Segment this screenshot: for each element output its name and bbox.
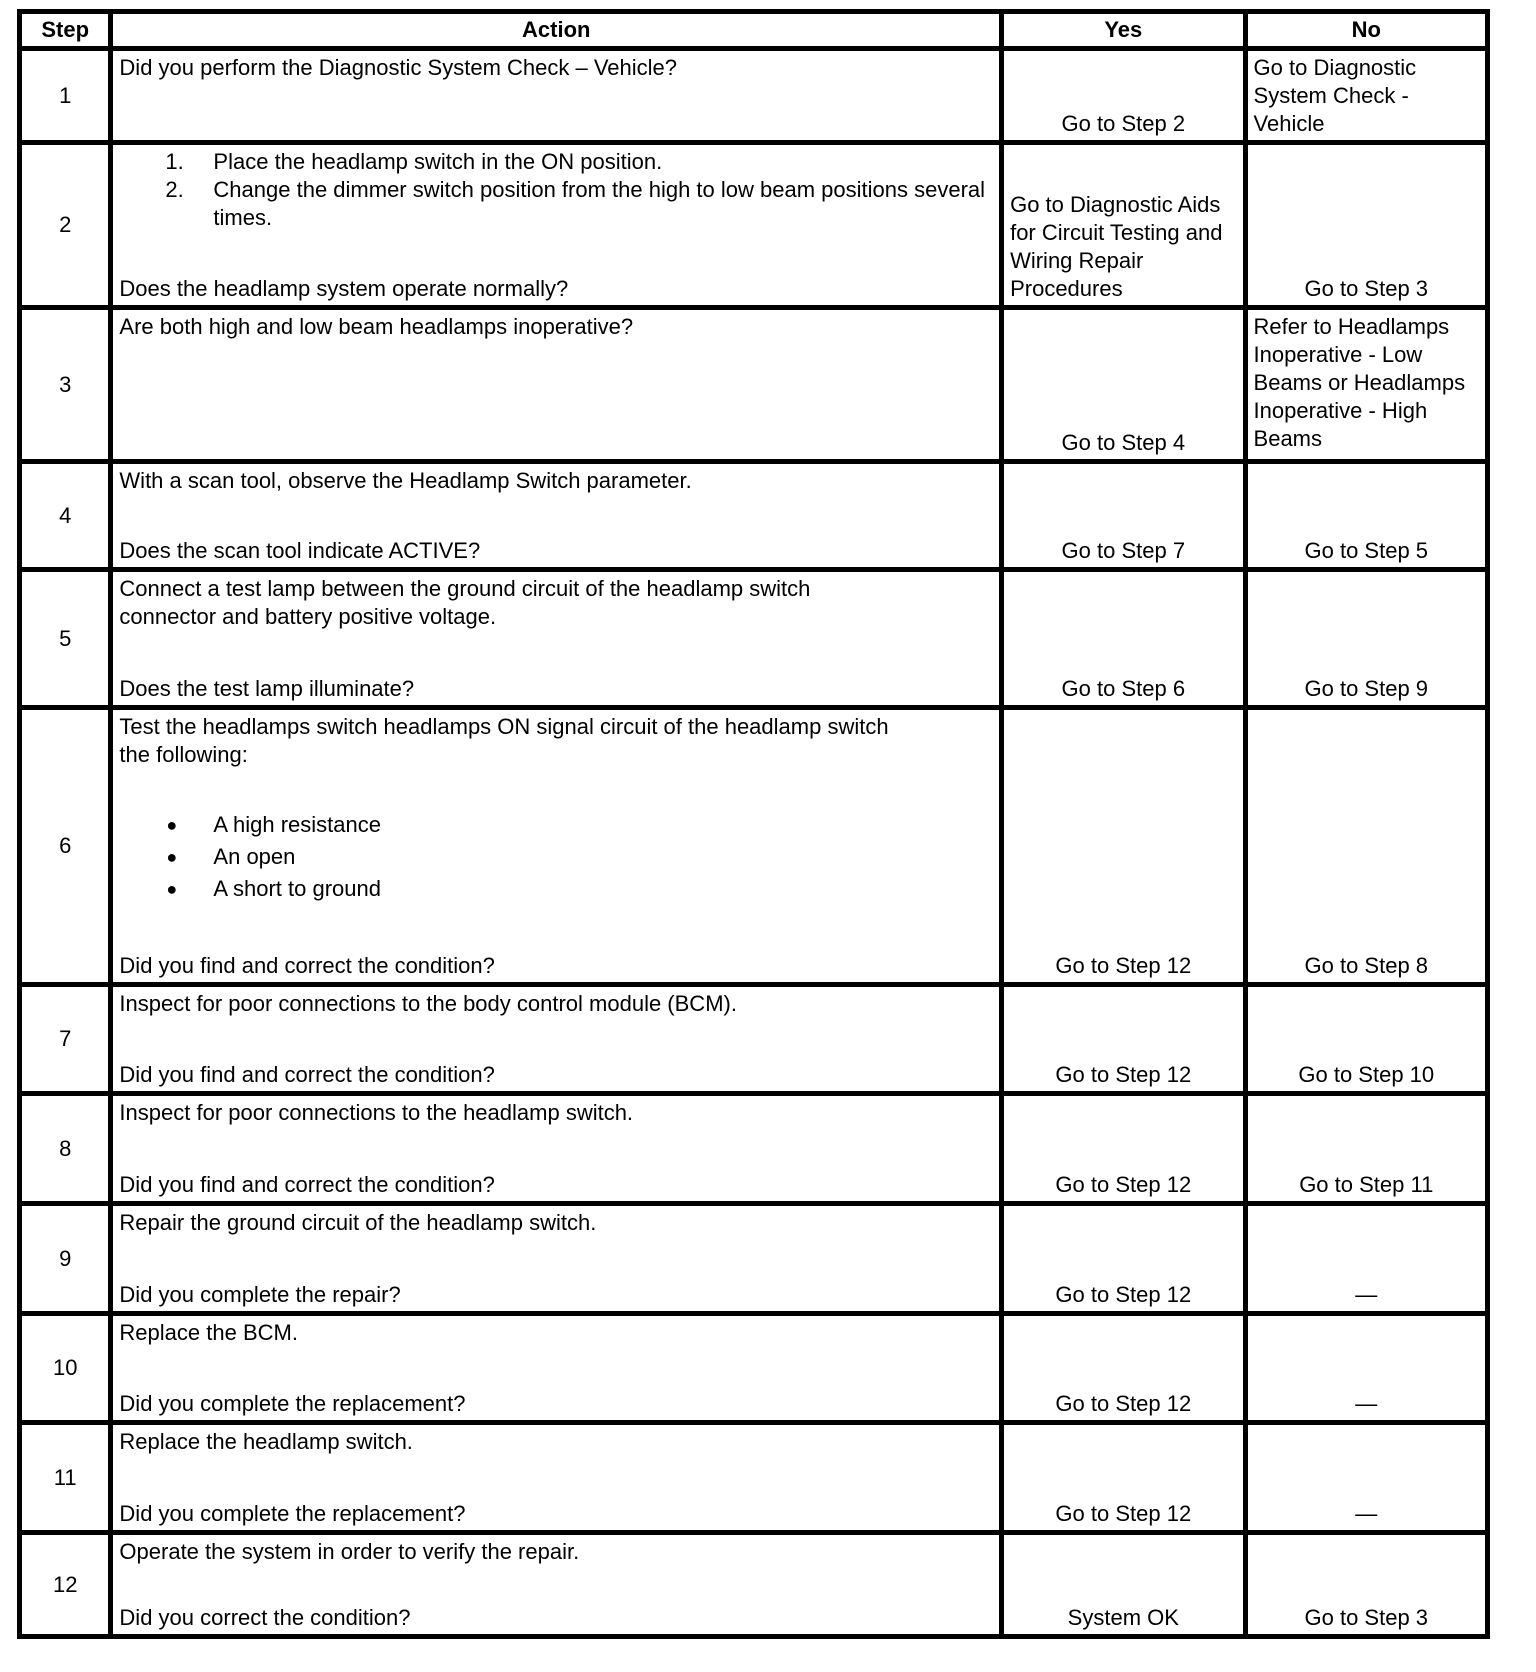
list-item: ● An open [119, 841, 993, 873]
no-result: Go to Step 10 [1298, 1062, 1435, 1087]
step-number: 9 [20, 1204, 111, 1314]
list-item: ● A high resistance [119, 809, 993, 841]
action-question: Did you complete the replacement? [119, 1391, 466, 1416]
table-row [20, 1094, 1488, 1204]
bullet-icon: ● [166, 847, 178, 867]
action-instruction: Inspect for poor connections to the body control module (BCM). [119, 991, 737, 1016]
table-row [20, 1533, 1488, 1637]
action-question: Did you correct the condition? [119, 1605, 411, 1630]
table-row [20, 49, 1488, 143]
no-cell [1245, 143, 1487, 308]
action-instruction: Operate the system in order to verify the repair. [119, 1539, 580, 1564]
no-result: Go to Diagnostic System Check - Vehicle [1253, 55, 1417, 136]
header-row [20, 12, 1488, 49]
table-row [20, 985, 1488, 1094]
no-cell [1245, 1314, 1487, 1423]
step-number: 12 [20, 1533, 111, 1637]
no-cell [1245, 570, 1487, 708]
table-row [20, 308, 1488, 462]
action-cell [111, 462, 1002, 570]
no-cell [1245, 1204, 1487, 1314]
table-row [20, 570, 1488, 708]
bullet-list [119, 809, 993, 905]
table-row [20, 1314, 1488, 1423]
table-row [20, 462, 1488, 570]
no-cell [1245, 985, 1487, 1094]
no-cell [1245, 1094, 1487, 1204]
yes-cell [1002, 570, 1245, 708]
step-number: 3 [20, 308, 111, 462]
action-instruction: Connect a test lamp between the ground circuit of the headlamp switch connector and battery positive voltage. [119, 576, 811, 629]
action-cell [111, 1314, 1002, 1423]
header-yes: Yes [1002, 12, 1245, 49]
action-question: Did you find and correct the condition? [119, 1172, 495, 1197]
list-item: ● A short to ground [119, 873, 993, 905]
step-number: 2 [20, 143, 111, 308]
table-row [20, 1204, 1488, 1314]
action-cell [111, 49, 1002, 143]
yes-cell [1002, 1533, 1245, 1637]
action-question: Did you find and correct the condition? [119, 953, 495, 978]
action-question: Does the test lamp illuminate? [119, 676, 415, 701]
yes-result: Go to Step 2 [1061, 111, 1186, 136]
header-no: No [1245, 12, 1487, 49]
yes-cell [1002, 1314, 1245, 1423]
no-result: Go to Step 3 [1304, 276, 1429, 301]
yes-result: Go to Step 12 [1055, 1391, 1192, 1416]
table-row [20, 708, 1488, 985]
yes-cell [1002, 1204, 1245, 1314]
yes-cell [1002, 985, 1245, 1094]
no-result-dash: — [1355, 1282, 1378, 1307]
yes-result: Go to Step 12 [1055, 1501, 1192, 1526]
action-instruction: Did you perform the Diagnostic System Check – Vehicle? [119, 55, 678, 80]
action-cell [111, 570, 1002, 708]
diagnostic-table [17, 9, 1490, 1639]
action-instruction: Replace the BCM. [119, 1320, 298, 1345]
action-cell [111, 985, 1002, 1094]
action-question: Does the headlamp system operate normally? [119, 276, 569, 301]
yes-result: Go to Step 7 [1061, 538, 1186, 563]
list-item: 2. Change the dimmer switch position from the high to low beam positions several times. [165, 177, 986, 230]
action-cell [111, 708, 1002, 985]
no-result: Go to Step 11 [1299, 1172, 1434, 1197]
yes-cell [1002, 708, 1245, 985]
table-row [20, 143, 1488, 308]
no-cell [1245, 462, 1487, 570]
numbered-list [119, 148, 993, 232]
no-cell [1245, 1423, 1487, 1533]
step-number: 7 [20, 985, 111, 1094]
action-cell [111, 1423, 1002, 1533]
action-question: Did you find and correct the condition? [119, 1062, 495, 1087]
action-question: Does the scan tool indicate ACTIVE? [119, 538, 481, 563]
no-cell [1245, 1533, 1487, 1637]
action-cell [111, 1094, 1002, 1204]
yes-result: Go to Diagnostic Aids for Circuit Testing and Wiring Repair Procedures [1010, 192, 1223, 301]
table-row [20, 1423, 1488, 1533]
step-number: 4 [20, 462, 111, 570]
no-result: Refer to Headlamps Inoperative - Low Beams or Headlamps Inoperative - High Beams [1253, 314, 1466, 451]
yes-cell [1002, 1094, 1245, 1204]
bullet-icon: ● [166, 879, 178, 899]
yes-result: Go to Step 12 [1055, 1062, 1192, 1087]
header-step: Step [20, 12, 111, 49]
no-result: Go to Step 3 [1304, 1605, 1429, 1630]
bullet-icon: ● [166, 815, 178, 835]
action-instruction: Repair the ground circuit of the headlamp switch. [119, 1210, 597, 1235]
action-cell [111, 143, 1002, 308]
action-cell [111, 1533, 1002, 1637]
no-result: Go to Step 9 [1304, 676, 1429, 701]
yes-cell [1002, 462, 1245, 570]
action-question: Did you complete the repair? [119, 1282, 401, 1307]
yes-cell [1002, 1423, 1245, 1533]
no-result-dash: — [1355, 1501, 1378, 1526]
yes-result: System OK [1067, 1605, 1179, 1630]
header-action: Action [111, 12, 1002, 49]
action-cell [111, 1204, 1002, 1314]
action-instruction: Test the headlamps switch headlamps ON signal circuit of the headlamp switch the following: [119, 714, 889, 767]
action-instruction: Replace the headlamp switch. [119, 1429, 413, 1454]
no-cell [1245, 708, 1487, 985]
yes-cell [1002, 49, 1245, 143]
no-result-dash: — [1355, 1391, 1378, 1416]
step-number: 8 [20, 1094, 111, 1204]
action-instruction: Inspect for poor connections to the headlamp switch. [119, 1100, 634, 1125]
yes-result: Go to Step 12 [1055, 1172, 1192, 1197]
action-question: Did you complete the replacement? [119, 1501, 466, 1526]
action-instruction: With a scan tool, observe the Headlamp Switch parameter. [119, 468, 692, 493]
step-number: 1 [20, 49, 111, 143]
yes-cell [1002, 308, 1245, 462]
yes-result: Go to Step 4 [1061, 430, 1186, 455]
action-cell [111, 308, 1002, 462]
no-cell [1245, 308, 1487, 462]
no-result: Go to Step 8 [1304, 953, 1429, 978]
step-number: 6 [20, 708, 111, 985]
yes-cell [1002, 143, 1245, 308]
list-item: 1. Place the headlamp switch in the ON position. [165, 149, 663, 174]
yes-result: Go to Step 12 [1055, 953, 1192, 978]
step-number: 11 [20, 1423, 111, 1533]
no-cell [1245, 49, 1487, 143]
yes-result: Go to Step 6 [1061, 676, 1186, 701]
yes-result: Go to Step 12 [1055, 1282, 1192, 1307]
action-instruction: Are both high and low beam headlamps inoperative? [119, 314, 634, 339]
no-result: Go to Step 5 [1304, 538, 1429, 563]
step-number: 10 [20, 1314, 111, 1423]
step-number: 5 [20, 570, 111, 708]
